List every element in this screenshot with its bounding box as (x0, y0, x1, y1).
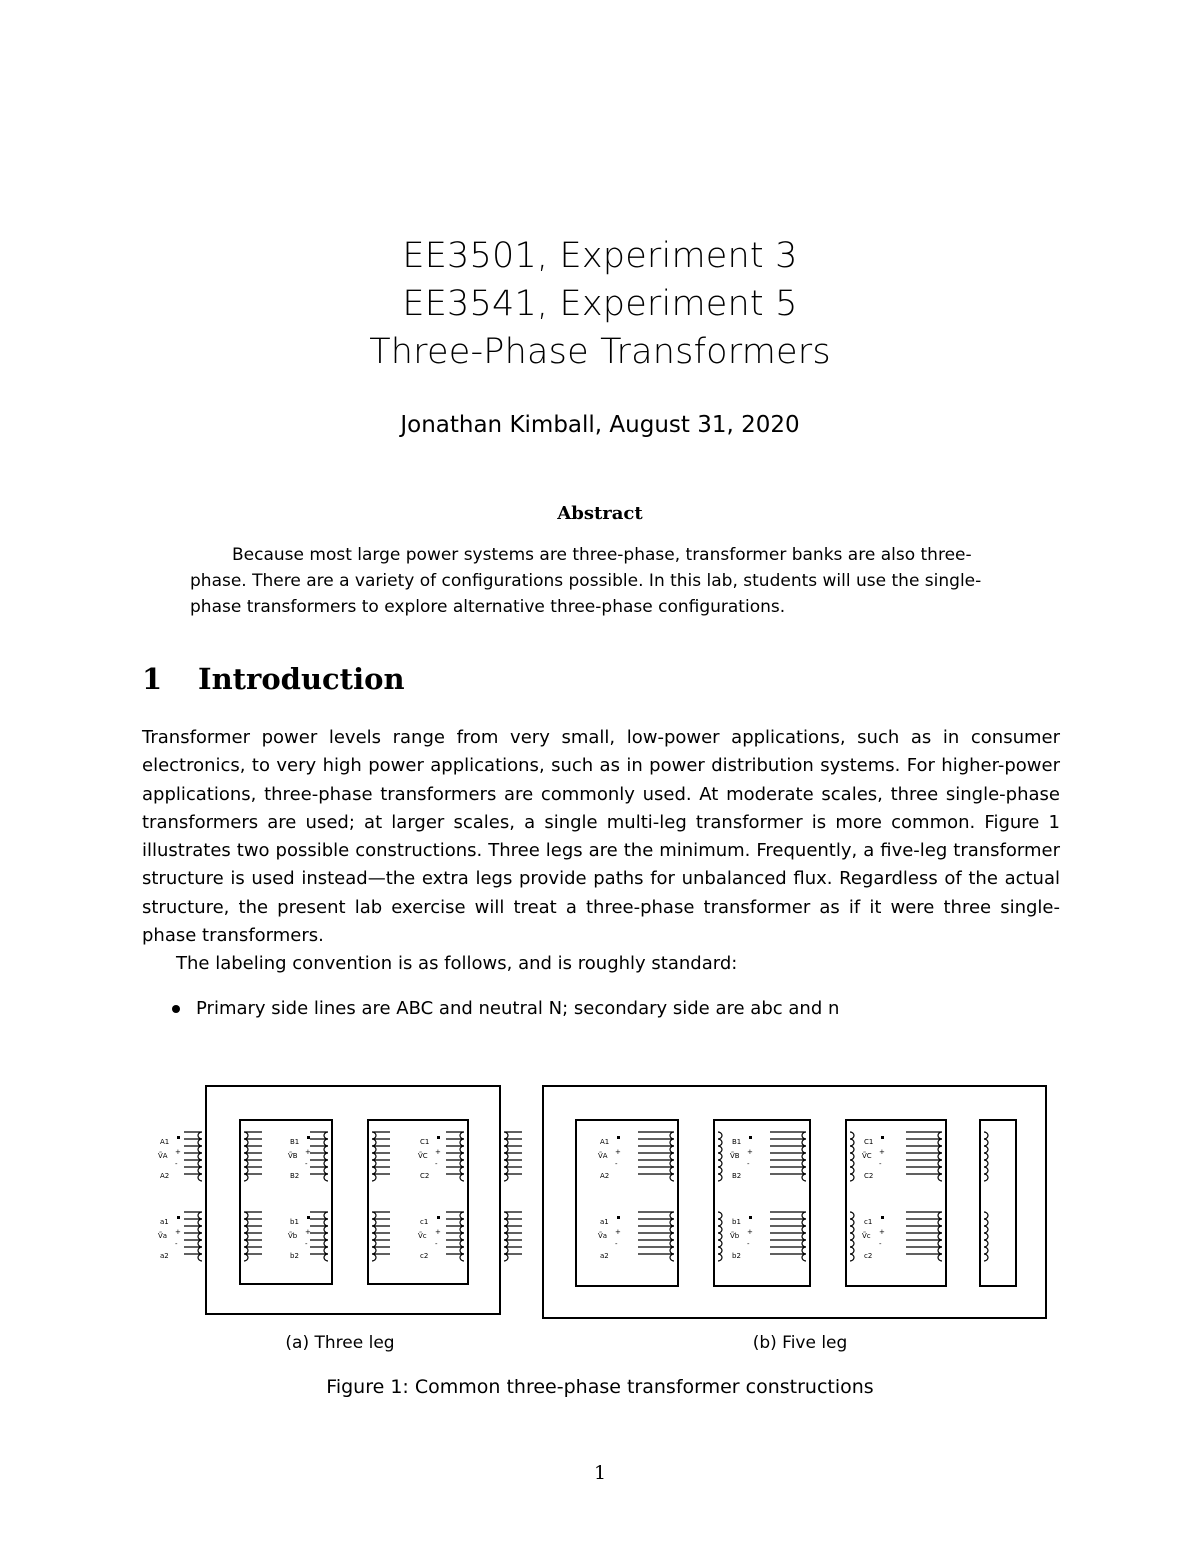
phase-b-plus: + (747, 1228, 753, 1236)
winding-c-secondary (446, 1212, 522, 1261)
phase-B-terminal-1: B1 (290, 1138, 300, 1146)
phase-c-terminal-2: c2 (420, 1252, 429, 1260)
core-window-2 (368, 1120, 468, 1284)
bullet-icon (172, 1005, 180, 1013)
phase-C-terminal-2: C2 (864, 1172, 874, 1180)
bullet-list (172, 998, 839, 1019)
winding-B-primary (770, 1132, 854, 1181)
abstract-heading: Abstract (557, 503, 643, 524)
phase-A-plus: + (175, 1148, 181, 1156)
phase-B-minus: - (747, 1160, 750, 1168)
phase-a-minus: - (175, 1240, 178, 1248)
subcaption-a: (a) Three leg (285, 1333, 395, 1353)
winding-A-primary (638, 1132, 722, 1181)
section-title: Introduction (198, 662, 405, 696)
phase-a-plus: + (615, 1228, 621, 1236)
author-date: Jonathan Kimball, August 31, 2020 (400, 412, 800, 438)
phase-b-polarity-dot (749, 1216, 752, 1219)
phase-a-voltage: Ṽa (598, 1232, 608, 1240)
winding-b-secondary (310, 1212, 390, 1261)
phase-c-polarity-dot (881, 1216, 884, 1219)
abstract-text: Because most large power systems are three-phase, transformer banks are also three-phase. There are a variety of configurations possible. In this lab, students will use the single-phase transformers to explore alternative three-phase configurations. (190, 545, 982, 617)
phase-a-polarity-dot (177, 1216, 180, 1219)
phase-B-plus: + (305, 1148, 311, 1156)
phase-c-terminal-1: c1 (864, 1218, 873, 1226)
phase-C-plus: + (879, 1148, 885, 1156)
phase-C-terminal-2: C2 (420, 1172, 430, 1180)
winding-a-secondary (184, 1212, 262, 1261)
phase-A-minus: - (175, 1160, 178, 1168)
phase-b-minus: - (747, 1240, 750, 1248)
phase-B-voltage: ṼB (730, 1152, 740, 1160)
phase-a-minus: - (615, 1240, 618, 1248)
winding-C-primary (446, 1132, 522, 1181)
title-line-1: EE3501, Experiment 3 (402, 236, 798, 276)
subcaption-b: (b) Five leg (752, 1333, 848, 1353)
winding-A-primary (184, 1132, 262, 1181)
phase-c-polarity-dot (437, 1216, 440, 1219)
core-window-3 (846, 1120, 946, 1286)
phase-A-terminal-1: A1 (600, 1138, 610, 1146)
core-window-2 (714, 1120, 810, 1286)
phase-a-terminal-1: a1 (600, 1218, 609, 1226)
phase-A-polarity-dot (177, 1136, 180, 1139)
phase-b-terminal-2: b2 (290, 1252, 299, 1260)
phase-A-polarity-dot (617, 1136, 620, 1139)
phase-C-minus: - (435, 1160, 438, 1168)
phase-A-terminal-1: A1 (160, 1138, 170, 1146)
phase-b-terminal-1: b1 (732, 1218, 741, 1226)
phase-C-terminal-1: C1 (420, 1138, 430, 1146)
five-leg-diagram (540, 1080, 1052, 1325)
phase-B-terminal-2: B2 (290, 1172, 300, 1180)
phase-b-minus: - (305, 1240, 308, 1248)
phase-c-voltage: Ṽc (862, 1232, 871, 1240)
phase-c-terminal-1: c1 (420, 1218, 429, 1226)
page-number: 1 (593, 1462, 607, 1484)
intro-paragraph-1: Transformer power levels range from very small, low-power applications, such as in consumer electronics, to very high power applications, such as in power distribution systems. For higher-power applications, three-phase transformers are commonly used. At moderate scales, three single-phase transformers are used; at larger scales, a single multi-leg transformer is more common. Figure 1 illustrates two possible constructions. Three legs are the minimum. Frequently, a five-leg transformer structure is used instead—the extra legs provide paths for unbalanced flux. Regardless of the actual structure, the present lab exercise will treat a three-phase transformer as if it were three single-phase transformers. (142, 727, 1060, 947)
winding-b-secondary (770, 1212, 854, 1261)
phase-b-polarity-dot (307, 1216, 310, 1219)
phase-C-minus: - (879, 1160, 882, 1168)
phase-a-plus: + (175, 1228, 181, 1236)
phase-a-terminal-2: a2 (160, 1252, 169, 1260)
phase-C-voltage: ṼC (862, 1152, 872, 1160)
figure-caption: Figure 1: Common three-phase transformer constructions (326, 1376, 874, 1398)
phase-C-terminal-1: C1 (864, 1138, 874, 1146)
phase-c-minus: - (879, 1240, 882, 1248)
title-line-3: Three-Phase Transformers (369, 332, 831, 372)
phase-B-terminal-1: B1 (732, 1138, 742, 1146)
phase-A-terminal-2: A2 (160, 1172, 170, 1180)
winding-B-primary (310, 1132, 390, 1181)
title-block (0, 232, 1200, 376)
phase-A-plus: + (615, 1148, 621, 1156)
phase-A-minus: - (615, 1160, 618, 1168)
three-leg-diagram (150, 1080, 530, 1320)
phase-c-terminal-2: c2 (864, 1252, 873, 1260)
phase-C-polarity-dot (437, 1136, 440, 1139)
phase-b-terminal-1: b1 (290, 1218, 299, 1226)
phase-B-plus: + (747, 1148, 753, 1156)
title-line-2: EE3541, Experiment 5 (402, 284, 798, 324)
phase-a-terminal-2: a2 (600, 1252, 609, 1260)
phase-A-voltage: ṼA (598, 1152, 608, 1160)
phase-A-terminal-2: A2 (600, 1172, 610, 1180)
section-number: 1 (142, 662, 163, 696)
phase-C-voltage: ṼC (418, 1152, 428, 1160)
phase-c-plus: + (435, 1228, 441, 1236)
bullet-text: Primary side lines are ABC and neutral N; secondary side are abc and n (196, 998, 840, 1019)
phase-B-polarity-dot (307, 1136, 310, 1139)
phase-a-polarity-dot (617, 1216, 620, 1219)
phase-c-plus: + (879, 1228, 885, 1236)
phase-a-voltage: Ṽa (158, 1232, 168, 1240)
phase-b-voltage: Ṽb (730, 1232, 740, 1240)
phase-B-terminal-2: B2 (732, 1172, 742, 1180)
phase-A-voltage: ṼA (158, 1152, 168, 1160)
intro-paragraph-2: The labeling convention is as follows, and is roughly standard: (176, 953, 738, 975)
list-item (172, 998, 839, 1019)
core-window-1 (240, 1120, 332, 1284)
phase-b-plus: + (305, 1228, 311, 1236)
phase-c-minus: - (435, 1240, 438, 1248)
phase-c-voltage: Ṽc (418, 1232, 427, 1240)
section-heading (142, 662, 405, 696)
winding-a-secondary (638, 1212, 722, 1261)
phase-a-terminal-1: a1 (160, 1218, 169, 1226)
phase-B-minus: - (305, 1160, 308, 1168)
phase-C-polarity-dot (881, 1136, 884, 1139)
phase-B-voltage: ṼB (288, 1152, 298, 1160)
phase-B-polarity-dot (749, 1136, 752, 1139)
phase-b-terminal-2: b2 (732, 1252, 741, 1260)
phase-C-plus: + (435, 1148, 441, 1156)
intro-body (142, 724, 1060, 979)
phase-b-voltage: Ṽb (288, 1232, 298, 1240)
core-window-1 (576, 1120, 678, 1286)
